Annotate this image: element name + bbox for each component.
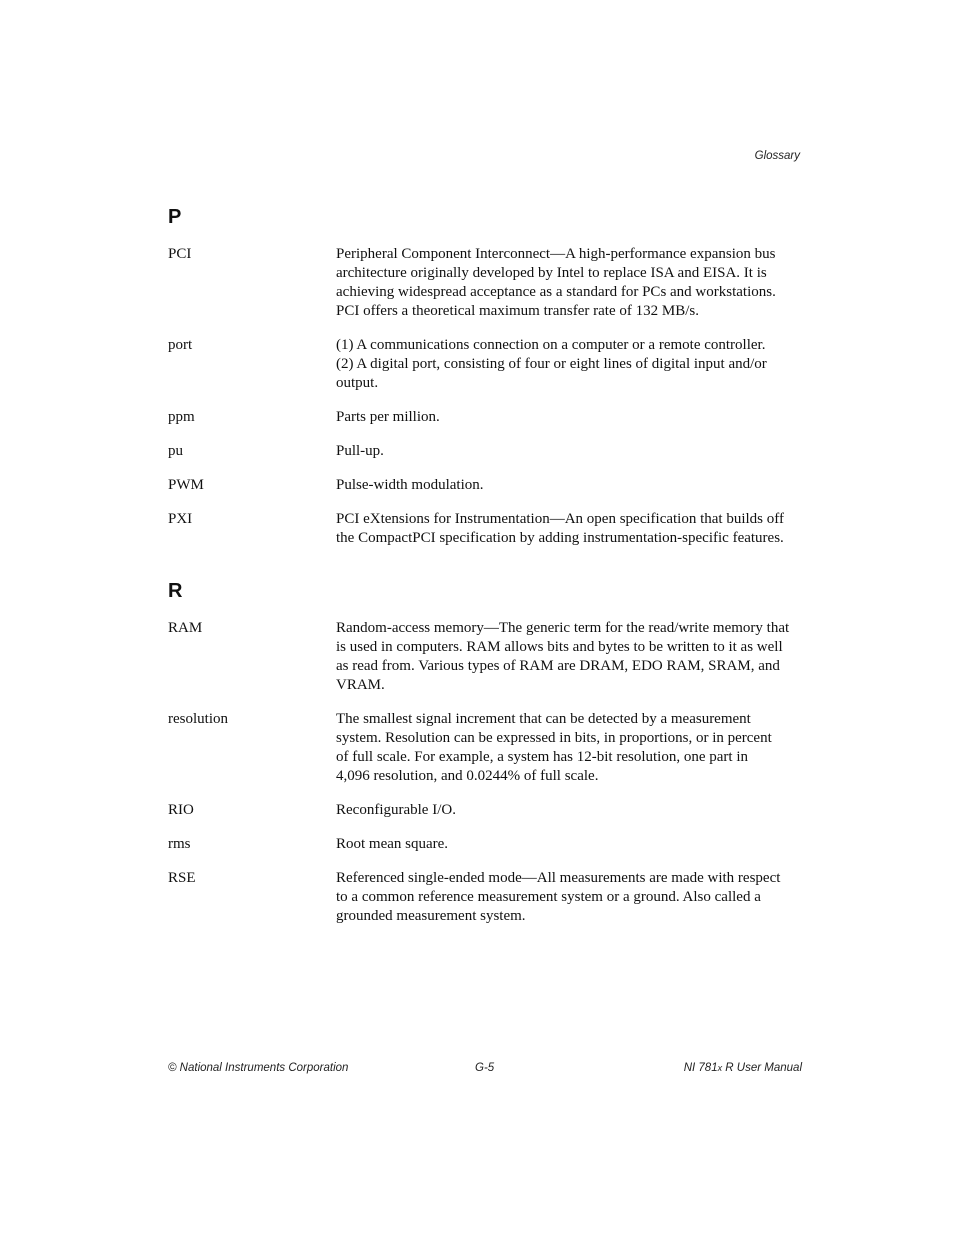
manual-title-x: x xyxy=(717,1063,723,1073)
definition-line: system. Resolution can be expressed in bits, in proportions, or in percent xyxy=(336,730,772,746)
glossary-term: PXI xyxy=(168,511,193,527)
glossary-term: RIO xyxy=(168,802,194,818)
page-footer xyxy=(168,1062,802,1078)
definition-line: Random-access memory—The generic term for the read/write memory that xyxy=(336,620,790,636)
definition-line: architecture originally developed by Intel to replace ISA and EISA. It is xyxy=(336,265,767,281)
definition-line: Parts per million. xyxy=(336,409,440,425)
glossary-definition xyxy=(336,245,802,321)
definition-line: Pulse-width modulation. xyxy=(336,477,484,493)
definition-line: 4,096 resolution, and 0.0244% of full scale. xyxy=(336,768,599,784)
manual-title-suffix: R User Manual xyxy=(722,1062,802,1074)
definition-line: of full scale. For example, a system has 12-bit resolution, one part in xyxy=(336,749,748,765)
definition-line: is used in computers. RAM allows bits and bytes to be written to it as well xyxy=(336,639,783,655)
definition-line: (1) A communications connection on a computer or a remote controller. xyxy=(336,337,766,353)
definition-line: The smallest signal increment that can be detected by a measurement xyxy=(336,711,751,727)
definition-line: Pull-up. xyxy=(336,443,384,459)
glossary-entry xyxy=(168,869,802,926)
section-heading-p: P xyxy=(168,206,182,228)
glossary-definition xyxy=(336,619,802,695)
glossary-section-p xyxy=(168,245,802,563)
glossary-entry xyxy=(168,619,802,695)
glossary-entry xyxy=(168,336,802,393)
glossary-entry xyxy=(168,408,802,427)
definition-line: grounded measurement system. xyxy=(336,908,526,924)
definition-line: achieving widespread acceptance as a standard for PCs and workstations. xyxy=(336,284,776,300)
glossary-definition xyxy=(336,442,802,461)
definition-line: as read from. Various types of RAM are DRAM, EDO RAM, SRAM, and xyxy=(336,658,780,674)
definition-line: Referenced single-ended mode—All measurements are made with respect xyxy=(336,870,781,886)
glossary-entry xyxy=(168,801,802,820)
definition-line: the CompactPCI specification by adding instrumentation-specific features. xyxy=(336,530,784,546)
glossary-entry xyxy=(168,510,802,548)
glossary-definition xyxy=(336,336,802,393)
definition-line: to a common reference measurement system or a ground. Also called a xyxy=(336,889,761,905)
definition-line: Reconfigurable I/O. xyxy=(336,802,456,818)
glossary-term: PWM xyxy=(168,477,204,493)
glossary-definition xyxy=(336,835,802,854)
footer-copyright: © National Instruments Corporation xyxy=(168,1062,349,1074)
footer-page-number: G-5 xyxy=(475,1062,495,1074)
glossary-definition xyxy=(336,476,802,495)
footer-manual-title xyxy=(684,1062,802,1074)
definition-line: Root mean square. xyxy=(336,836,449,852)
glossary-definition xyxy=(336,710,802,786)
glossary-entry xyxy=(168,476,802,495)
glossary-entry xyxy=(168,835,802,854)
running-header: Glossary xyxy=(754,150,800,162)
definition-line: PCI offers a theoretical maximum transfer rate of 132 MB/s. xyxy=(336,303,699,319)
glossary-term: port xyxy=(168,337,193,353)
section-heading-r: R xyxy=(168,580,183,602)
glossary-definition xyxy=(336,510,802,548)
glossary-term: rms xyxy=(168,836,191,852)
definition-line: (2) A digital port, consisting of four or eight lines of digital input and/or xyxy=(336,356,767,372)
glossary-entry xyxy=(168,710,802,786)
glossary-entry xyxy=(168,442,802,461)
glossary-definition xyxy=(336,869,802,926)
definition-line: Peripheral Component Interconnect—A high-performance expansion bus xyxy=(336,246,776,262)
manual-title-prefix: NI 781 xyxy=(683,1062,718,1074)
definition-line: output. xyxy=(336,375,379,391)
glossary-definition xyxy=(336,801,802,820)
glossary-term: RAM xyxy=(168,620,203,636)
glossary-term: ppm xyxy=(168,409,195,425)
glossary-definition xyxy=(336,408,802,427)
glossary-section-r xyxy=(168,619,802,941)
glossary-entry xyxy=(168,245,802,321)
glossary-term: pu xyxy=(168,443,183,459)
glossary-term: resolution xyxy=(168,711,228,727)
definition-line: VRAM. xyxy=(336,677,385,693)
definition-line: PCI eXtensions for Instrumentation—An open specification that builds off xyxy=(336,511,784,527)
glossary-term: PCI xyxy=(168,246,192,262)
glossary-term: RSE xyxy=(168,870,196,886)
